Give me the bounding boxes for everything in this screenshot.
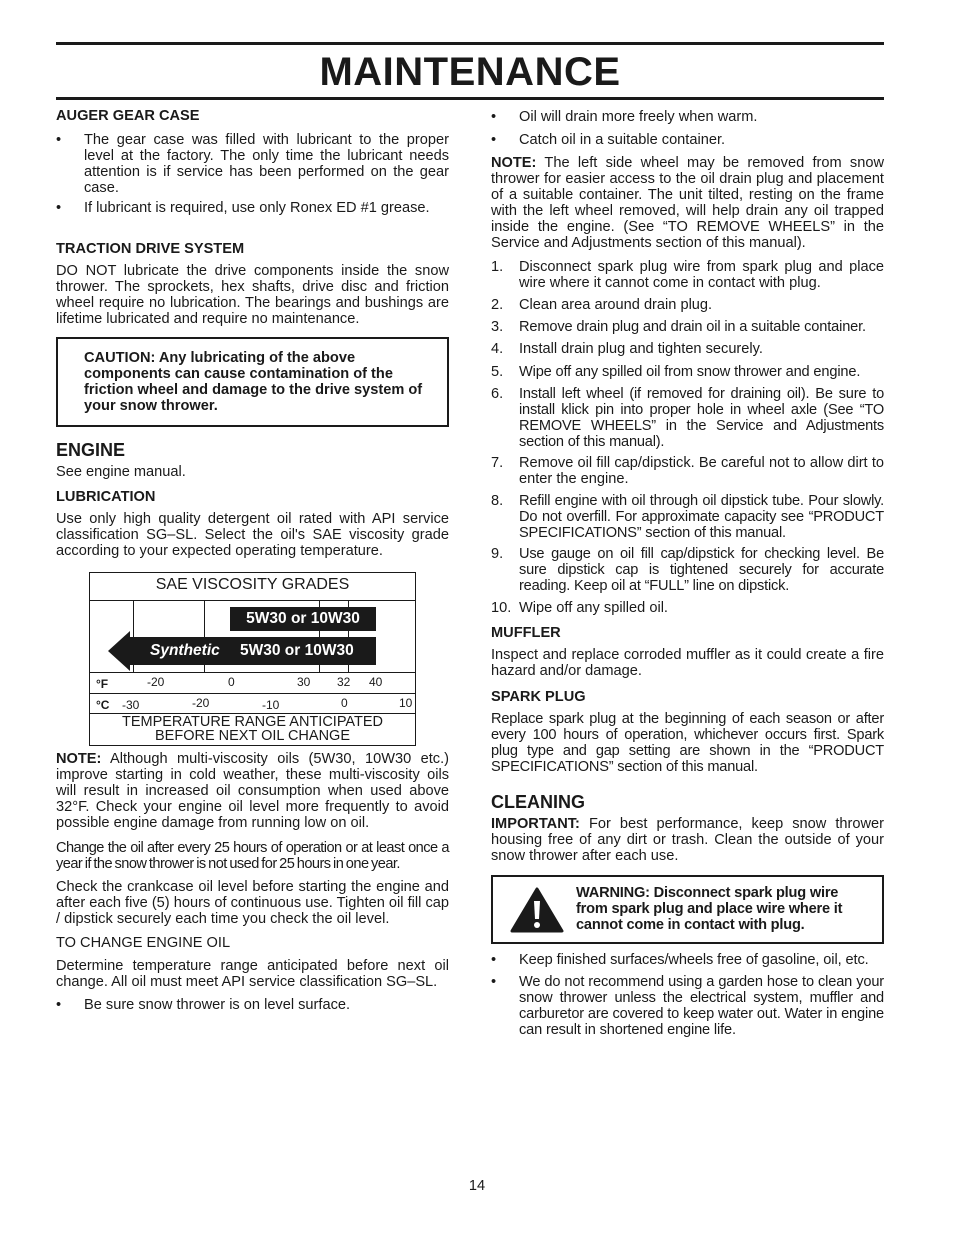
viscosity-bar-synthetic: [135, 637, 376, 665]
list-item: [491, 132, 884, 148]
title-underline: [56, 97, 884, 100]
step-number: 7.: [491, 455, 504, 471]
step-number: 5.: [491, 364, 504, 380]
bullet: •: [56, 200, 62, 216]
auger-heading: AUGER GEAR CASE: [56, 108, 200, 124]
step-text: Wipe off any spilled oil.: [519, 600, 668, 616]
step-number: 9.: [491, 546, 504, 562]
cleaning-heading: CLEANING: [491, 792, 585, 812]
caution-text: CAUTION: Any lubricating of the above components can cause contamination of the friction wheel and damage to the drive system of your snow thrower.: [84, 350, 423, 414]
step-item: [491, 259, 884, 291]
list-item: [56, 200, 449, 216]
viscosity-bar-conventional: [230, 607, 376, 631]
spark-plug-heading: SPARK PLUG: [491, 689, 586, 705]
chart-divider: [90, 693, 415, 694]
engine-heading: ENGINE: [56, 440, 126, 460]
page-number: 14: [468, 1178, 486, 1194]
list-item: [56, 132, 449, 196]
list-item-text: The gear case was filled with lubricant to the proper level at the factory. The only time the lubricant needs attention is if service has been performed on the gear case.: [84, 132, 449, 196]
note-text: Although multi-viscosity oils (5W30, 10W30 etc.) improve starting in cold weather, these multi-viscosity oils will result in increased oil consumption when used above 32°F. Check your engine oil level more frequently to avoid possible engine damage from running low on oil.: [56, 751, 450, 831]
viscosity-chart: [89, 572, 416, 746]
step-text: Disconnect spark plug wire from spark plug and place wire where it cannot come in contact with plug.: [519, 259, 884, 291]
change-text: Change the oil after every 25 hours of operation or at least once a year if the snow thrower is not used for 25 hours in one year.: [56, 840, 449, 872]
chart-title: SAE VISCOSITY GRADES: [155, 576, 350, 593]
lubrication-heading: LUBRICATION: [56, 489, 156, 505]
list-item-text: Be sure snow thrower is on level surface.: [84, 997, 351, 1013]
muffler-heading: MUFFLER: [491, 625, 561, 641]
f-tick: 40: [369, 675, 383, 689]
step-number: 4.: [491, 341, 504, 357]
note-paragraph: [491, 155, 884, 251]
step-item: [491, 341, 884, 357]
list-item-text: We do not recommend using a garden hose to clean your snow thrower unless the electrical system, muffler and carburetor are covered to keep water out. Water in engine can result in shortened engine life.: [519, 974, 884, 1038]
c-tick: -10: [262, 698, 280, 712]
c-tick: 0: [341, 696, 348, 710]
c-tick: 10: [399, 696, 413, 710]
list-item-text: If lubricant is required, use only Ronex ED #1 grease.: [84, 200, 430, 216]
step-number: 8.: [491, 493, 504, 509]
determine-text: Determine temperature range anticipated before next oil change. All oil must meet API service classification SG–SL.: [56, 958, 449, 990]
list-item: [491, 109, 884, 125]
note-label: NOTE:: [56, 751, 102, 767]
important-text: For best performance, keep snow thrower housing free of any dirt or trash. Clean the outside of your snow thrower after each use.: [491, 816, 884, 864]
warning-text: WARNING: Disconnect spark plug wire from spark plug and place wire where it cannot come in contact with plug.: [576, 885, 843, 933]
bar-label: 5W30 or 10W30: [240, 642, 354, 659]
c-tick: -20: [192, 696, 210, 710]
bullet: •: [491, 952, 497, 968]
engine-text: See engine manual.: [56, 464, 186, 480]
step-text: Remove drain plug and drain oil in a suitable container.: [519, 319, 866, 335]
step-number: 2.: [491, 297, 504, 313]
celsius-unit: °C: [96, 698, 110, 712]
step-number: 6.: [491, 386, 504, 402]
spark-plug-text: Replace spark plug at the beginning of each season or after every 100 hours of operation, whichever occurs first. Spark plug type and gap setting are shown in the “PRODUCT SPECIFICATIONS” section of this manual.: [491, 711, 884, 775]
warning-icon: [510, 887, 564, 933]
c-tick: -30: [122, 698, 140, 712]
warning-box: [491, 875, 884, 944]
step-item: [491, 319, 884, 335]
step-text: Install left wheel (if removed for draining oil). Be sure to install klick pin into proper hole in wheel axle (See “TO REMOVE WHEELS” in the Service and Adjustments section of this manual).: [519, 386, 884, 450]
important-label: IMPORTANT:: [491, 816, 580, 832]
bullet: •: [491, 132, 497, 148]
step-item: [491, 297, 884, 313]
traction-text: DO NOT lubricate the drive components inside the snow thrower. The sprockets, hex shafts, drive disc and friction wheel require no lubrication. The bearings and bushings are lifetime lubricated and require no maintenance.: [56, 263, 449, 327]
step-item: [491, 493, 884, 541]
list-item-text: Oil will drain more freely when warm.: [519, 109, 758, 125]
note-text: The left side wheel may be removed from snow thrower for easier access to the oil drain plug and placement of a suitable container. The unit tilted, resting on the frame with the left wheel removed, will help drain any oil trapped inside the engine. (See “TO REMOVE WHEELS” in the Service and Adjustments section of this manual).: [491, 155, 884, 251]
bullet: •: [491, 109, 497, 125]
chart-footer: BEFORE NEXT OIL CHANGE: [155, 728, 350, 744]
fahrenheit-unit: °F: [96, 677, 109, 691]
bullet: •: [56, 132, 62, 148]
list-item-text: Keep finished surfaces/wheels free of gasoline, oil, etc.: [519, 952, 869, 968]
step-number: 10.: [491, 600, 512, 616]
step-item: [491, 455, 884, 487]
step-item: [491, 386, 884, 450]
step-text: Clean area around drain plug.: [519, 297, 713, 313]
step-text: Refill engine with oil through oil dipstick tube. Pour slowly. Do not overfill. For approximate capacity see “PRODUCT SPECIFICATIONS” section of this manual.: [519, 493, 884, 541]
step-text: Wipe off any spilled oil from snow thrower and engine.: [519, 364, 861, 380]
check-text: Check the crankcase oil level before starting the engine and after each five (5) hours of continuous use. Tighten oil fill cap / dipstick securely each time you check the oil level.: [56, 879, 449, 927]
step-item: [491, 546, 884, 594]
chart-divider: [90, 600, 415, 601]
chart-divider: [90, 672, 415, 673]
bullet: •: [56, 997, 62, 1013]
step-number: 3.: [491, 319, 504, 335]
list-item: [491, 952, 884, 968]
list-item: [491, 974, 884, 1038]
list-item: [56, 997, 449, 1013]
step-text: Install drain plug and tighten securely.: [519, 341, 763, 357]
caution-box: [56, 337, 449, 427]
f-tick: 0: [228, 675, 235, 689]
bar-label: 5W30 or 10W30: [246, 610, 360, 627]
muffler-text: Inspect and replace corroded muffler as it could create a fire hazard and/or damage.: [491, 647, 884, 679]
f-tick: -20: [147, 675, 165, 689]
f-tick: 30: [297, 675, 311, 689]
lubrication-text: Use only high quality detergent oil rated with API service classification SG–SL. Select the oil's SAE viscosity grade according to your expected operating temperature.: [56, 511, 449, 559]
f-tick: 32: [337, 675, 351, 689]
important-paragraph: [491, 816, 884, 864]
traction-heading: TRACTION DRIVE SYSTEM: [56, 241, 245, 257]
synthetic-label: Synthetic: [150, 642, 220, 659]
top-rule: [56, 42, 884, 45]
chart-footer: TEMPERATURE RANGE ANTICIPATED: [121, 714, 384, 730]
step-item: [491, 600, 884, 616]
step-number: 1.: [491, 259, 504, 275]
bullet: •: [491, 974, 497, 990]
page-title: MAINTENANCE: [319, 50, 621, 94]
step-item: [491, 364, 884, 380]
to-change-heading: TO CHANGE ENGINE OIL: [56, 935, 231, 951]
note-label: NOTE:: [491, 155, 537, 171]
note-paragraph: [56, 751, 449, 831]
step-text: Use gauge on oil fill cap/dipstick for checking level. Be sure dipstick cap is tightened securely for accurate reading. Keep oil at “FULL” line on dipstick.: [519, 546, 884, 594]
list-item-text: Catch oil in a suitable container.: [519, 132, 726, 148]
step-text: Remove oil fill cap/dipstick. Be careful not to allow dirt to enter the engine.: [519, 455, 884, 487]
